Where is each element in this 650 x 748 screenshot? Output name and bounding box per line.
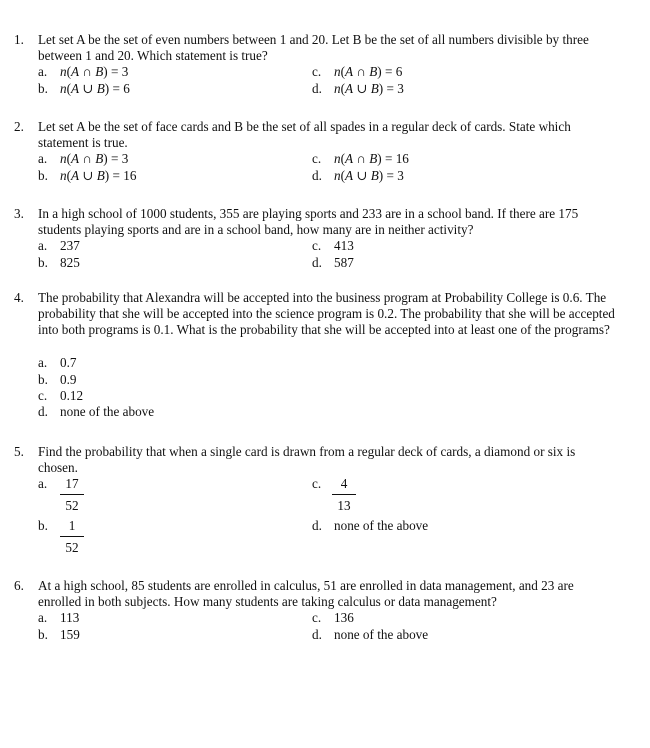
- option-a: [38, 355, 76, 371]
- option-a: [38, 476, 60, 492]
- option-b: [38, 372, 76, 388]
- option-b: [38, 255, 80, 271]
- option-d: [38, 404, 154, 420]
- option-letter: c.: [38, 388, 48, 403]
- fraction-numerator: 17: [65, 476, 79, 491]
- option-letter: b.: [38, 627, 48, 642]
- option-value: 0.12: [60, 388, 84, 403]
- fraction-numerator: 4: [340, 476, 348, 491]
- option-value: none of the above: [334, 518, 429, 533]
- option-d: [312, 168, 404, 184]
- option-letter: b.: [38, 372, 48, 387]
- option-value: none of the above: [334, 627, 429, 642]
- option-letter: a.: [38, 476, 48, 491]
- option-value: 825: [60, 255, 80, 270]
- option-letter: c.: [312, 610, 322, 625]
- option-a: [38, 151, 128, 167]
- option-letter: b.: [38, 81, 48, 96]
- fraction-bar: [60, 494, 84, 495]
- option-a-fraction: [60, 476, 84, 514]
- option-value: n(A ∪ B) = 6: [60, 81, 130, 96]
- option-value: 0.7: [60, 355, 77, 370]
- question-number: 3.: [14, 206, 24, 221]
- option-letter: a.: [38, 238, 48, 253]
- option-letter: b.: [38, 255, 48, 270]
- option-value: n(A ∩ B) = 6: [334, 64, 403, 79]
- fraction-denominator: 52: [65, 498, 79, 513]
- question-text: The probability that Alexandra will be accepted into the business program at Probability College is 0.6. The probability that she will be accepted into the science program is 0.2. The probability that she will be accepted into both programs is 0.1. What is the probability that she will be accepted into at least one of the programs?: [38, 290, 615, 337]
- option-a: [38, 238, 80, 254]
- question-text: In a high school of 1000 students, 355 are playing sports and 233 are in a school band. If there are 175 students playing sports and are in a school band, how many are in neither activity?: [38, 206, 579, 237]
- option-d: [312, 255, 354, 271]
- option-letter: b.: [38, 518, 48, 533]
- question-number: 5.: [14, 444, 24, 459]
- question-text: Let set A be the set of even numbers between 1 and 20. Let B be the set of all numbers divisible by three between 1 and 20. Which statement is true?: [38, 32, 589, 63]
- option-letter: d.: [312, 518, 322, 533]
- option-a: [38, 610, 79, 626]
- option-value: n(A ∩ B) = 3: [60, 151, 129, 166]
- option-c: [312, 238, 354, 254]
- option-letter: c.: [312, 238, 322, 253]
- option-c: [312, 610, 354, 626]
- option-value: n(A ∩ B) = 16: [334, 151, 409, 166]
- question-number: 1.: [14, 32, 24, 47]
- question-text: Let set A be the set of face cards and B be the set of all spades in a regular deck of cards. State which statement is true.: [38, 119, 571, 150]
- option-letter: a.: [38, 64, 48, 79]
- option-value: 587: [334, 255, 354, 270]
- option-letter: c.: [312, 64, 322, 79]
- option-value: n(A ∪ B) = 16: [60, 168, 137, 183]
- option-letter: c.: [312, 151, 322, 166]
- fraction-bar: [60, 536, 84, 537]
- fraction-numerator: 1: [68, 518, 76, 533]
- option-c: [38, 388, 83, 404]
- option-value: 136: [334, 610, 354, 625]
- option-d: [312, 518, 428, 534]
- option-b: [38, 168, 136, 184]
- option-letter: b.: [38, 168, 48, 183]
- question-text: Find the probability that when a single card is drawn from a regular deck of cards, a diamond or six is chosen.: [38, 444, 576, 475]
- option-value: 237: [60, 238, 80, 253]
- option-c: [312, 64, 402, 80]
- option-value: n(A ∪ B) = 3: [334, 168, 404, 183]
- option-value: 159: [60, 627, 80, 642]
- option-b: [38, 518, 60, 534]
- option-c-fraction: [332, 476, 356, 514]
- option-c: [312, 151, 409, 167]
- option-a: [38, 64, 128, 80]
- question-text: At a high school, 85 students are enrolled in calculus, 51 are enrolled in data management, and 23 are enrolled in both subjects. How many students are taking calculus or data management?: [38, 578, 574, 609]
- option-letter: d.: [312, 81, 322, 96]
- option-letter: d.: [312, 168, 322, 183]
- option-value: 113: [60, 610, 80, 625]
- option-letter: a.: [38, 610, 48, 625]
- option-value: 0.9: [60, 372, 77, 387]
- question-number: 6.: [14, 578, 24, 593]
- option-b: [38, 81, 130, 97]
- option-letter: d.: [38, 404, 48, 419]
- option-value: none of the above: [60, 404, 155, 419]
- question-number: 4.: [14, 290, 24, 305]
- option-value: 413: [334, 238, 354, 253]
- option-letter: a.: [38, 355, 48, 370]
- option-value: n(A ∪ B) = 3: [334, 81, 404, 96]
- option-b-fraction: [60, 518, 84, 556]
- question-number: 2.: [14, 119, 24, 134]
- option-letter: d.: [312, 627, 322, 642]
- option-value: n(A ∩ B) = 3: [60, 64, 129, 79]
- option-letter: d.: [312, 255, 322, 270]
- fraction-denominator: 13: [337, 498, 351, 513]
- option-d: [312, 627, 428, 643]
- option-b: [38, 627, 80, 643]
- fraction-bar: [332, 494, 356, 495]
- option-c: [312, 476, 334, 492]
- option-letter: c.: [312, 476, 322, 491]
- option-letter: a.: [38, 151, 48, 166]
- fraction-denominator: 52: [65, 540, 79, 555]
- option-d: [312, 81, 404, 97]
